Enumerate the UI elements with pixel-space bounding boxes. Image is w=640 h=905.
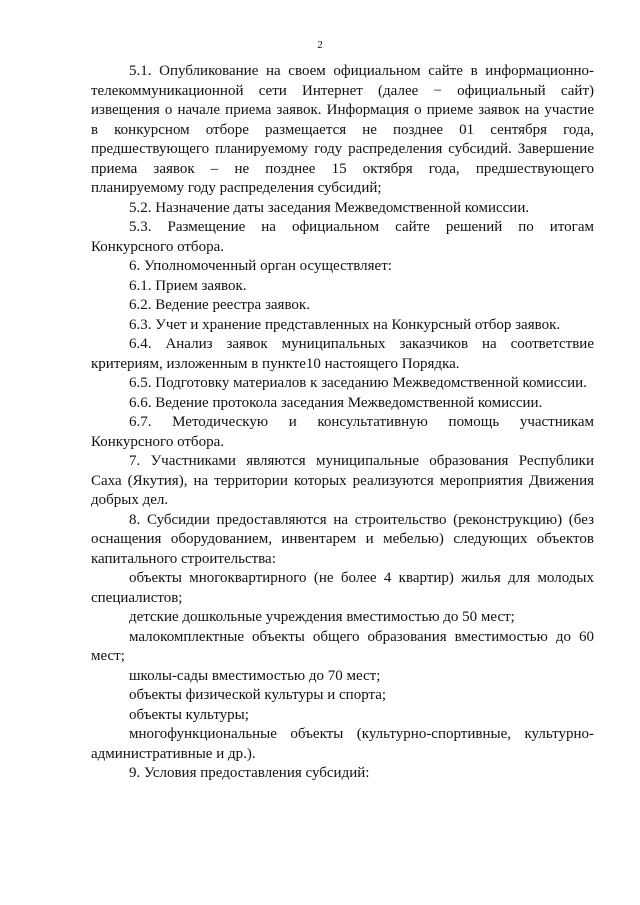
text-line: малокомплектные объекты общего образования вместимостью до 60 [129,628,594,645]
list-item: детские дошкольные учреждения вместимостью до 50 мест; [129,609,515,625]
paragraph-5-1 [91,62,594,199]
text-line: извещения о начале приема заявок. Информация о приеме заявок на участие [91,102,594,118]
text-line: 5.1. Опубликование на своем официальном сайте в информационно- [129,63,594,79]
text-line: добрых дел. [91,492,169,508]
text-line: объекты многоквартирного (не более 4 квартир) жилья для молодых [129,570,594,586]
text-line: критериям, изложенным в пункте10 настоящего Порядка. [91,355,460,372]
paragraph-6: 6. Уполномоченный орган осуществляет: [129,258,392,274]
page-number: 2 [317,39,323,51]
text-line: 7. Участниками являются муниципальные образования Республики [129,453,594,469]
paragraph-6-5: 6.5. Подготовку материалов к заседанию Межведомственной комиссии. [129,375,587,391]
list-item: объекты физической культуры и спорта; [129,687,387,703]
text-line: планируемому году распределения субсидий; [91,180,382,196]
text-line: многофункциональные объекты (культурно-спортивные, культурно- [129,726,594,742]
text-line: 8. Субсидии предоставляются на строительство (реконструкцию) (без [129,511,594,528]
text-line: в конкурсном отборе размещается не позднее 01 сентября года, [91,121,594,138]
text-line: Конкурсного отбора. [91,433,224,450]
list-item [91,569,594,608]
text-line: мест; [91,648,125,664]
paragraph-6-1: 6.1. Прием заявок. [129,277,247,294]
text-line: Конкурсного отбора. [91,238,224,255]
list-item [91,628,594,667]
text-line: административные и др.). [91,745,256,762]
text-line: телекоммуникационной сети Интернет (далее − официальный сайт) [91,82,594,99]
paragraph-8 [91,511,594,570]
paragraph-5-2: 5.2. Назначение даты заседания Межведомственной комиссии. [129,199,530,216]
text-line: предшествующего планируемому году распределения субсидий. Завершение [91,141,594,157]
list-item: объекты культуры; [129,706,249,723]
paragraph-7 [91,452,594,511]
text-line: капитального строительства: [91,550,276,567]
paragraph-6-7 [91,413,594,452]
paragraph-9: 9. Условия предоставления субсидий: [129,765,370,781]
text-line: специалистов; [91,589,183,606]
text-line: приема заявок – не позднее 15 октября года, предшествующего [91,160,594,177]
text-line: 6.7. Методическую и консультативную помощь участникам [129,414,594,430]
paragraph-6-6: 6.6. Ведение протокола заседания Межведомственной комиссии. [129,394,543,411]
paragraph-6-3: 6.3. Учет и хранение представленных на Конкурсный отбор заявок. [129,316,561,333]
paragraph-6-2: 6.2. Ведение реестра заявок. [129,297,310,313]
list-item: школы-сады вместимостью до 70 мест; [129,667,381,684]
document-body [91,62,594,784]
list-item [91,725,594,764]
paragraph-6-4 [91,335,594,374]
text-line: 5.3. Размещение на официальном сайте решений по итогам [129,219,594,235]
text-line: оснащения оборудованием, инвентарем и мебелью) следующих объектов [91,531,594,547]
text-line: Саха (Якутия), на территории которых реализуются мероприятия Движения [91,472,594,489]
text-line: 6.4. Анализ заявок муниципальных заказчиков на соответствие [129,336,594,352]
paragraph-5-3 [91,218,594,257]
